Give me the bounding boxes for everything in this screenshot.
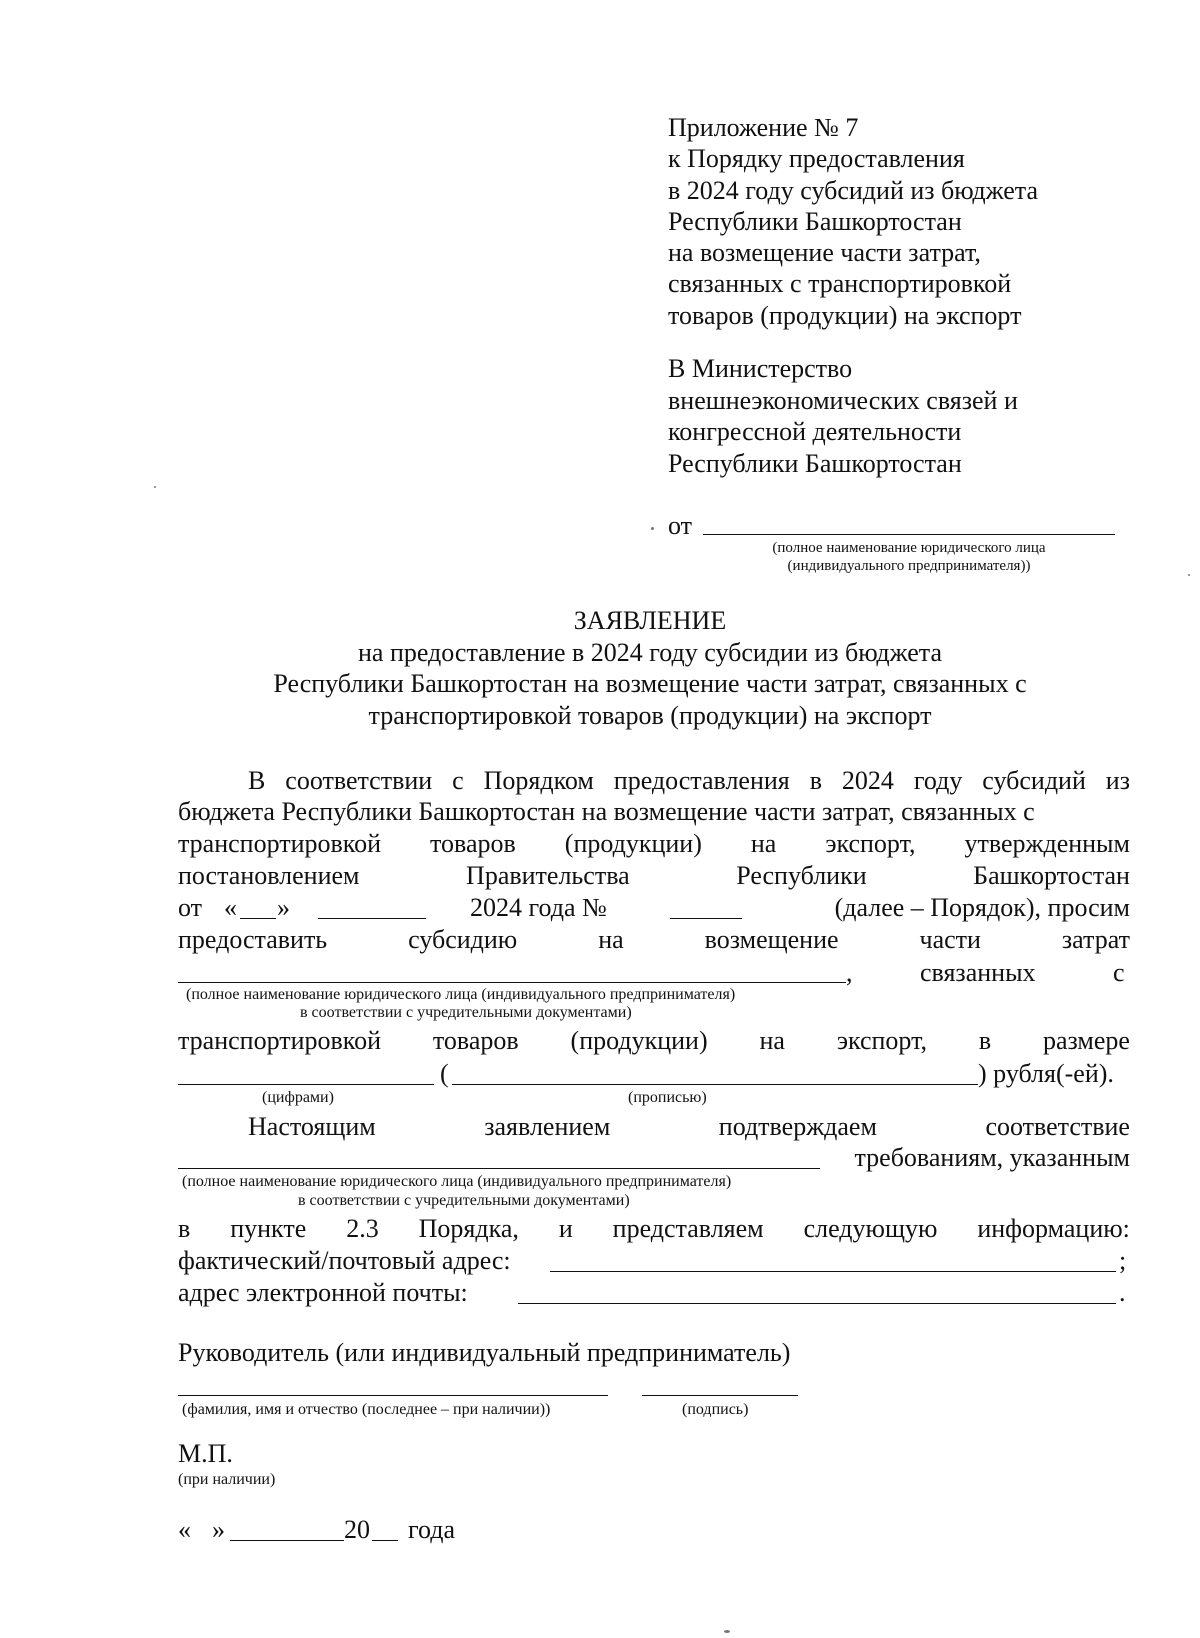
document-title bbox=[170, 605, 1130, 731]
title-sub-line: Республики Башкортостан на возмещение части затрат, связанных с bbox=[273, 669, 1027, 698]
day-quote-open: « bbox=[224, 893, 237, 922]
annex-line: на возмещение части затрат, bbox=[668, 238, 981, 268]
word: утвержденным bbox=[964, 829, 1130, 858]
body-line-4 bbox=[178, 860, 1130, 891]
requirements-text: требованиям, указанным bbox=[854, 1143, 1130, 1172]
word: информацию: bbox=[977, 1214, 1130, 1243]
scan-speck bbox=[154, 486, 156, 488]
address-field[interactable] bbox=[550, 1271, 1116, 1272]
word: на bbox=[598, 925, 624, 954]
word: соответствие bbox=[985, 1112, 1130, 1141]
hereinafter-text: (далее – Порядок), просим bbox=[834, 893, 1130, 922]
from-label: от bbox=[668, 511, 693, 540]
annex-line: связанных с транспортировкой bbox=[668, 269, 1012, 299]
email-label: адрес электронной почты: bbox=[178, 1278, 468, 1307]
year-number-label: 2024 года № bbox=[470, 893, 607, 922]
from-name-field[interactable] bbox=[703, 534, 1115, 535]
body-line-3 bbox=[178, 828, 1130, 859]
signature-field[interactable] bbox=[642, 1395, 798, 1396]
amount-words-field[interactable] bbox=[452, 1084, 978, 1085]
word: предоставить bbox=[178, 925, 328, 954]
date-quote-close: » bbox=[212, 1515, 225, 1544]
body-p2-line-3 bbox=[178, 1213, 1130, 1244]
signature-head: Руководитель (или индивидуальный предприниматель) bbox=[178, 1338, 791, 1367]
word: заявлением bbox=[484, 1112, 611, 1141]
amount-digits-field[interactable] bbox=[178, 1084, 434, 1085]
title-sub-line: транспортировкой товаров (продукции) на экспорт bbox=[368, 700, 932, 730]
annex-block bbox=[668, 112, 1038, 331]
word: (продукции) bbox=[570, 1026, 708, 1055]
word: Настоящим bbox=[248, 1112, 376, 1141]
addressee-block bbox=[668, 353, 1018, 479]
word: экспорт, bbox=[825, 829, 916, 858]
word-svyazannyh: связанных bbox=[920, 958, 1036, 987]
word: следующую bbox=[803, 1214, 938, 1243]
date-day-month-field[interactable] bbox=[230, 1540, 344, 1541]
body-line-1: В соответствии с Порядком предоставления в 2024 году субсидий из bbox=[248, 766, 1130, 795]
body-line-2: бюджета Республики Башкортостан на возмещение части затрат, связанных с bbox=[178, 797, 1035, 826]
ot-word: от bbox=[178, 893, 203, 922]
org-caption-4: в соответствии с учредительными документами) bbox=[298, 1192, 630, 1209]
word: транспортировкой bbox=[178, 1026, 382, 1055]
body-p2-line-1 bbox=[248, 1111, 1130, 1142]
addressee-line: внешнеэкономических связей и bbox=[668, 385, 1018, 415]
scan-speck bbox=[724, 1630, 730, 1633]
word: транспортировкой bbox=[178, 829, 382, 858]
word: 2.3 bbox=[346, 1214, 379, 1243]
paren-open: ( bbox=[440, 1059, 449, 1088]
annex-line: Республики Башкортостан bbox=[668, 206, 962, 236]
word: возмещение bbox=[704, 925, 839, 954]
address-end: ; bbox=[1119, 1246, 1127, 1275]
word: Правительства bbox=[466, 861, 630, 890]
word: экспорт, bbox=[836, 1026, 927, 1055]
caption-name: (фамилия, имя и отчество (последнее – при наличии)) bbox=[182, 1401, 551, 1418]
comma: , bbox=[846, 958, 853, 987]
annex-line: к Порядку предоставления bbox=[668, 144, 965, 174]
date-quote-open: « bbox=[178, 1515, 191, 1544]
word: представляем bbox=[612, 1214, 764, 1243]
scan-speck bbox=[651, 527, 654, 530]
word: в bbox=[178, 1214, 191, 1243]
word: подтверждаем bbox=[718, 1112, 877, 1141]
addressee-line: Республики Башкортостан bbox=[668, 448, 962, 478]
date-tail: года bbox=[408, 1515, 456, 1544]
amount-currency: ) рубля(-ей). bbox=[978, 1059, 1114, 1088]
from-caption bbox=[703, 539, 1115, 575]
title-sub-line: на предоставление в 2024 году субсидии из бюджета bbox=[357, 637, 942, 667]
day-quote-close: » bbox=[277, 893, 290, 922]
annex-line: товаров (продукции) на экспорт bbox=[668, 300, 1022, 330]
body-line-8 bbox=[178, 1025, 1130, 1056]
addressee-line: конгрессной деятельности bbox=[668, 417, 962, 446]
org-name-field-1[interactable] bbox=[178, 982, 846, 983]
word: (продукции) bbox=[564, 829, 702, 858]
annex-line: Приложение № 7 bbox=[668, 113, 859, 142]
title-heading: ЗАЯВЛЕНИЕ bbox=[573, 606, 727, 635]
body-line-6 bbox=[178, 924, 1130, 955]
email-field[interactable] bbox=[518, 1303, 1116, 1304]
word: субсидию bbox=[408, 925, 518, 954]
email-end: . bbox=[1119, 1278, 1126, 1307]
date-year-field[interactable] bbox=[372, 1540, 398, 1541]
word-s: с bbox=[1113, 958, 1125, 987]
word: размере bbox=[1042, 1026, 1130, 1055]
word: и bbox=[558, 1214, 573, 1243]
annex-line: в 2024 году субсидий из бюджета bbox=[668, 175, 1038, 205]
decree-number-field[interactable] bbox=[670, 918, 742, 919]
word: части bbox=[919, 925, 981, 954]
from-caption-line2: (индивидуального предпринимателя)) bbox=[787, 558, 1031, 574]
org-caption-3: (полное наименование юридического лица (индивидуального предпринимателя) bbox=[182, 1173, 732, 1190]
word: на bbox=[750, 829, 777, 858]
stamp-caption: (при наличии) bbox=[178, 1471, 276, 1488]
word: Республики bbox=[736, 861, 867, 890]
word: затрат bbox=[1061, 925, 1130, 954]
date-year-prefix: 20 bbox=[344, 1515, 370, 1544]
from-caption-line1: (полное наименование юридического лица bbox=[772, 540, 1046, 556]
day-field[interactable] bbox=[240, 918, 276, 919]
word: в bbox=[978, 1026, 992, 1055]
word: товаров bbox=[432, 1026, 519, 1055]
org-caption-1: (полное наименование юридического лица (индивидуального предпринимателя) bbox=[186, 986, 736, 1003]
word: Порядка, bbox=[418, 1214, 519, 1243]
name-field[interactable] bbox=[178, 1395, 608, 1396]
word: постановлением bbox=[178, 861, 360, 890]
org-name-field-2[interactable] bbox=[178, 1168, 820, 1169]
address-label: фактический/почтовый адрес: bbox=[178, 1246, 511, 1275]
stamp-label: М.П. bbox=[178, 1439, 233, 1468]
scan-speck bbox=[1188, 574, 1190, 576]
word: Башкортостан bbox=[973, 861, 1130, 890]
caption-sign: (подпись) bbox=[682, 1401, 749, 1418]
word: пункте bbox=[230, 1214, 307, 1243]
addressee-line: В Министерство bbox=[668, 354, 853, 383]
word: на bbox=[759, 1026, 785, 1055]
caption-words: (прописью) bbox=[628, 1089, 707, 1106]
org-caption-2: в соответствии с учредительными документами) bbox=[300, 1004, 632, 1021]
word: товаров bbox=[430, 829, 516, 858]
month-field[interactable] bbox=[318, 918, 426, 919]
caption-digits: (цифрами) bbox=[262, 1089, 334, 1106]
